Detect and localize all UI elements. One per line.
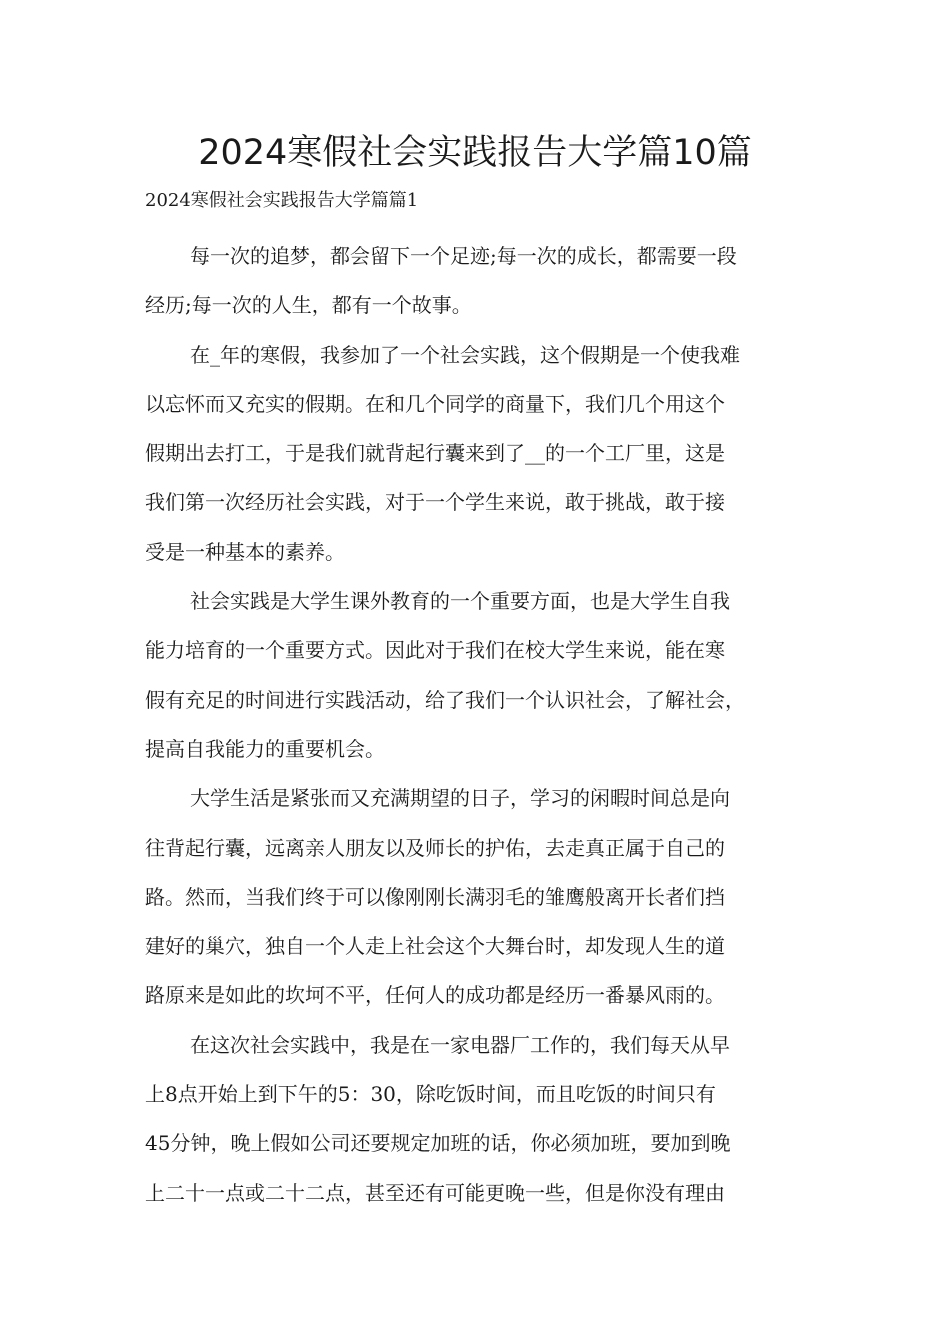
paragraph-line: 以忘怀而又充实的假期。在和几个同学的商量下，我们几个用这个: [145, 391, 725, 416]
paragraph-4: [145, 774, 835, 1020]
document-title: 2024寒假社会实践报告大学篇10篇: [198, 133, 752, 173]
document-body: [145, 232, 835, 1218]
paragraph-line: 路。然而，当我们终于可以像刚刚长满羽毛的雏鹰般离开长者们挡: [145, 884, 725, 909]
paragraph-line: 建好的巢穴，独自一个人走上社会这个大舞台时，却发现人生的道: [145, 934, 725, 959]
paragraph-line: 提高自我能力的重要机会。: [145, 736, 385, 761]
paragraph-line: 能力培育的一个重要方式。因此对于我们在校大学生来说，能在寒: [145, 638, 725, 663]
paragraph-line: 往背起行囊，远离亲人朋友以及师长的护佑，去走真正属于自己的: [145, 835, 725, 860]
paragraph-2: [145, 331, 835, 577]
paragraph-3: [145, 577, 835, 774]
paragraph-line: 受是一种基本的素养。: [145, 539, 345, 564]
paragraph-line: 经历;每一次的人生，都有一个故事。: [145, 293, 472, 318]
paragraph-line: 每一次的追梦，都会留下一个足迹;每一次的成长，都需要一段: [190, 244, 737, 268]
paragraph-1: [145, 232, 835, 331]
paragraph-line: 大学生活是紧张而又充满期望的日子，学习的闲暇时间总是向: [190, 786, 730, 811]
paragraph-line: 路原来是如此的坎坷不平，任何人的成功都是经历一番暴风雨的。: [145, 983, 725, 1008]
paragraph-line: 我们第一次经历社会实践，对于一个学生来说，敢于挑战，敢于接: [145, 490, 725, 515]
paragraph-line: 上8点开始上到下午的5：30，除吃饭时间，而且吃饭的时间只有: [145, 1082, 716, 1107]
paragraph-line: 上二十一点或二十二点，甚至还有可能更晚一些，但是你没有理由: [145, 1180, 725, 1205]
paragraph-5: [145, 1021, 835, 1218]
section-heading: 2024寒假社会实践报告大学篇篇1: [145, 190, 419, 211]
paragraph-line: 在这次社会实践中，我是在一家电器厂工作的，我们每天从早: [190, 1032, 730, 1057]
paragraph-line: 假期出去打工，于是我们就背起行囊来到了__的一个工厂里，这是: [145, 441, 725, 466]
paragraph-line: 在_年的寒假，我参加了一个社会实践，这个假期是一个使我难: [190, 342, 740, 367]
paragraph-line: 45分钟，晚上假如公司还要规定加班的话，你必须加班，要加到晚: [145, 1131, 731, 1156]
paragraph-line: 社会实践是大学生课外教育的一个重要方面，也是大学生自我: [190, 589, 730, 614]
paragraph-line: 假有充足的时间进行实践活动，给了我们一个认识社会，了解社会，: [145, 687, 745, 712]
